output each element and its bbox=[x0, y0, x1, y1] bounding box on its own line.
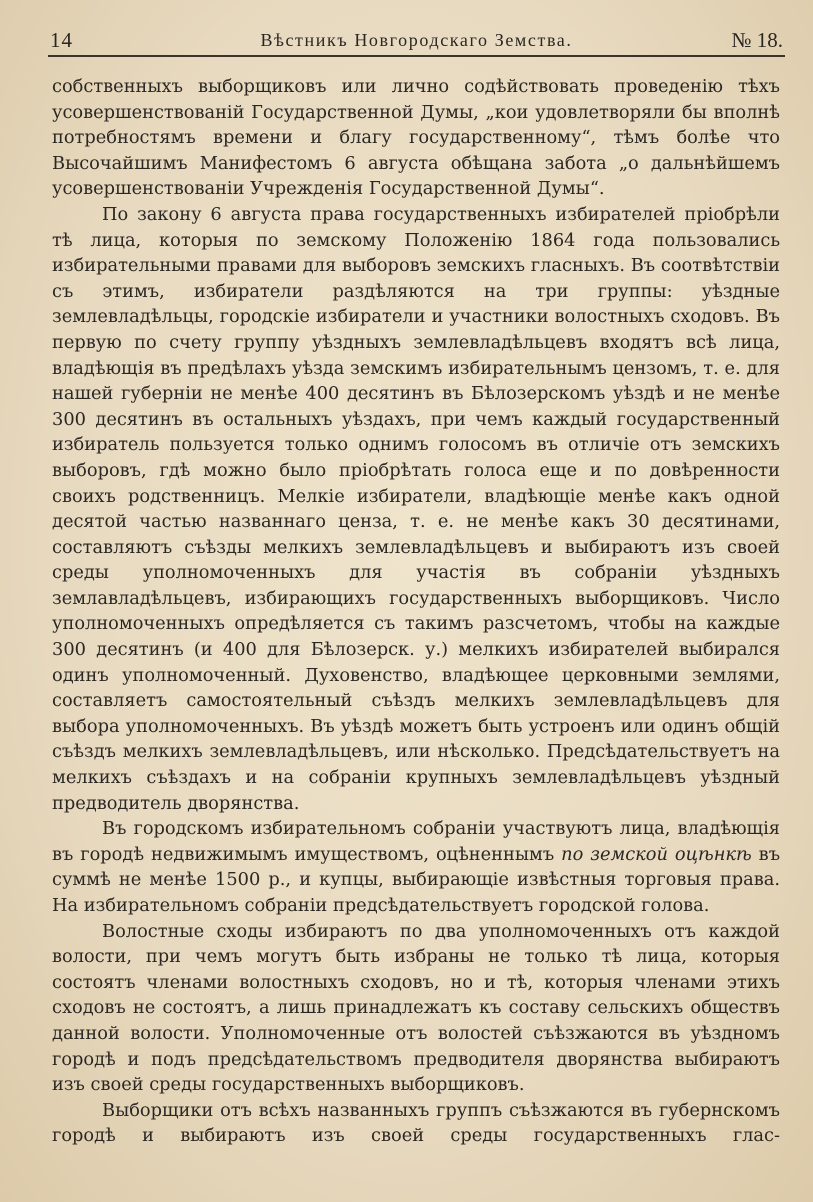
journal-title: Вѣстникъ Новгородскаго Земства. bbox=[260, 30, 573, 50]
page-number: 14 bbox=[50, 28, 73, 52]
paragraph-2: По закону 6 августа права государственныхъ избирателей пріобрѣли тѣ лица, которыя по земскому Положенію 1864 года пользовались избирательными правами для выборовъ земскихъ гласныхъ. Въ соотвѣтствіи съ этимъ, избиратели раздѣляются на три группы: уѣздные землевладѣльцы, городскіе избиратели и участники волостныхъ сходовъ. Въ первую по счету группу уѣздныхъ землевладѣльцевъ входятъ всѣ лица, владѣющія въ предѣлахъ уѣзда земскимъ избирательнымъ цензомъ, т. е. для нашей губерніи не менѣе 400 десятинъ въ Бѣлозерскомъ уѣздѣ и не менѣе 300 десятинъ въ остальныхъ уѣздахъ, при чемъ каждый государственный избиратель пользуется только однимъ голосомъ въ отличіе отъ земскихъ выборовъ, гдѣ можно было пріобрѣтать голоса еще и по довѣренности своихъ родственницъ. Мелкіе избиратели, владѣющіе менѣе какъ одной десятой частью названнаго ценза, т. е. не менѣе какъ 30 десятинами, составляютъ съѣзды мелкихъ землевладѣльцевъ и выбираютъ изъ своей среды уполномоченныхъ для участія въ собраніи уѣздныхъ землавладѣльцевъ, избирающихъ государственныхъ выборщиковъ. Число уполномоченныхъ опредѣляется съ такимъ разсчетомъ, чтобы на каждые 300 десятинъ (и 400 для Бѣлозерск. у.) мелкихъ избирателей выбирался одинъ уполномоченный. Духовенство, владѣющее церковными землями, составляетъ самостоятельный съѣздъ мелкихъ землевладѣльцевъ для выбора уполномоченныхъ. Въ уѣздѣ можетъ быть устроенъ или одинъ общій съѣздъ мелкихъ землевладѣльцевъ, или нѣсколько. Предсѣдательствуетъ на мелкихъ съѣздахъ и на собраніи крупныхъ землевладѣльцевъ уѣздный предводитель дворянства. bbox=[52, 203, 780, 814]
paragraph-4: Волостные сходы избираютъ по два уполномоченныхъ отъ каждой волости, при чемъ могутъ быть избраны не только тѣ лица, которыя состоятъ членами волостныхъ сходовъ, но и тѣ, которыя членами этихъ сходовъ не состоятъ, а лишь принадлежатъ къ составу сельскихъ обществъ данной волости. Уполномоченные отъ волостей съѣзжаются въ уѣздномъ городѣ и подъ предсѣдательствомъ предводителя дворянства выбираютъ изъ своей среды государственныхъ выборщиковъ. bbox=[52, 920, 780, 1096]
paragraph-3 bbox=[52, 816, 780, 918]
paragraph-5: Выборщики отъ всѣхъ названныхъ группъ съѣзжаются въ губернскомъ городѣ и выбираютъ изъ своей среды государственныхъ глас- bbox=[52, 1099, 780, 1147]
running-header bbox=[50, 26, 783, 54]
issue-number: № 18. bbox=[731, 28, 783, 52]
paragraph-3-italic-phrase: по земской оцѣнкѣ bbox=[561, 843, 752, 865]
paragraph-3-text-end: въ суммѣ не менѣе 1500 р., и купцы, выбирающіе извѣстныя торговыя права. На избирательномъ собраніи предсѣдательствуетъ городской голова. bbox=[52, 843, 781, 916]
paragraph-1: собственныхъ выборщиковъ или лично содѣйствовать проведенію тѣхъ усовершенствованій Государственной Думы, „кои удовлетворяли бы вполнѣ потребностямъ времени и благу государственному“, тѣмъ болѣе что Высочайшимъ Манифестомъ 6 августа обѣщана забота „о дальнѣйшемъ усовершенствованіи Учрежденія Государственной Думы“. bbox=[52, 76, 780, 200]
article-body bbox=[52, 74, 780, 1149]
paragraph-3-text-start: Въ городскомъ избирательномъ собраніи участвуютъ лица, владѣющія въ городѣ недвижимымъ имуществомъ, оцѣненнымъ bbox=[52, 818, 780, 865]
header-rule bbox=[48, 55, 785, 57]
